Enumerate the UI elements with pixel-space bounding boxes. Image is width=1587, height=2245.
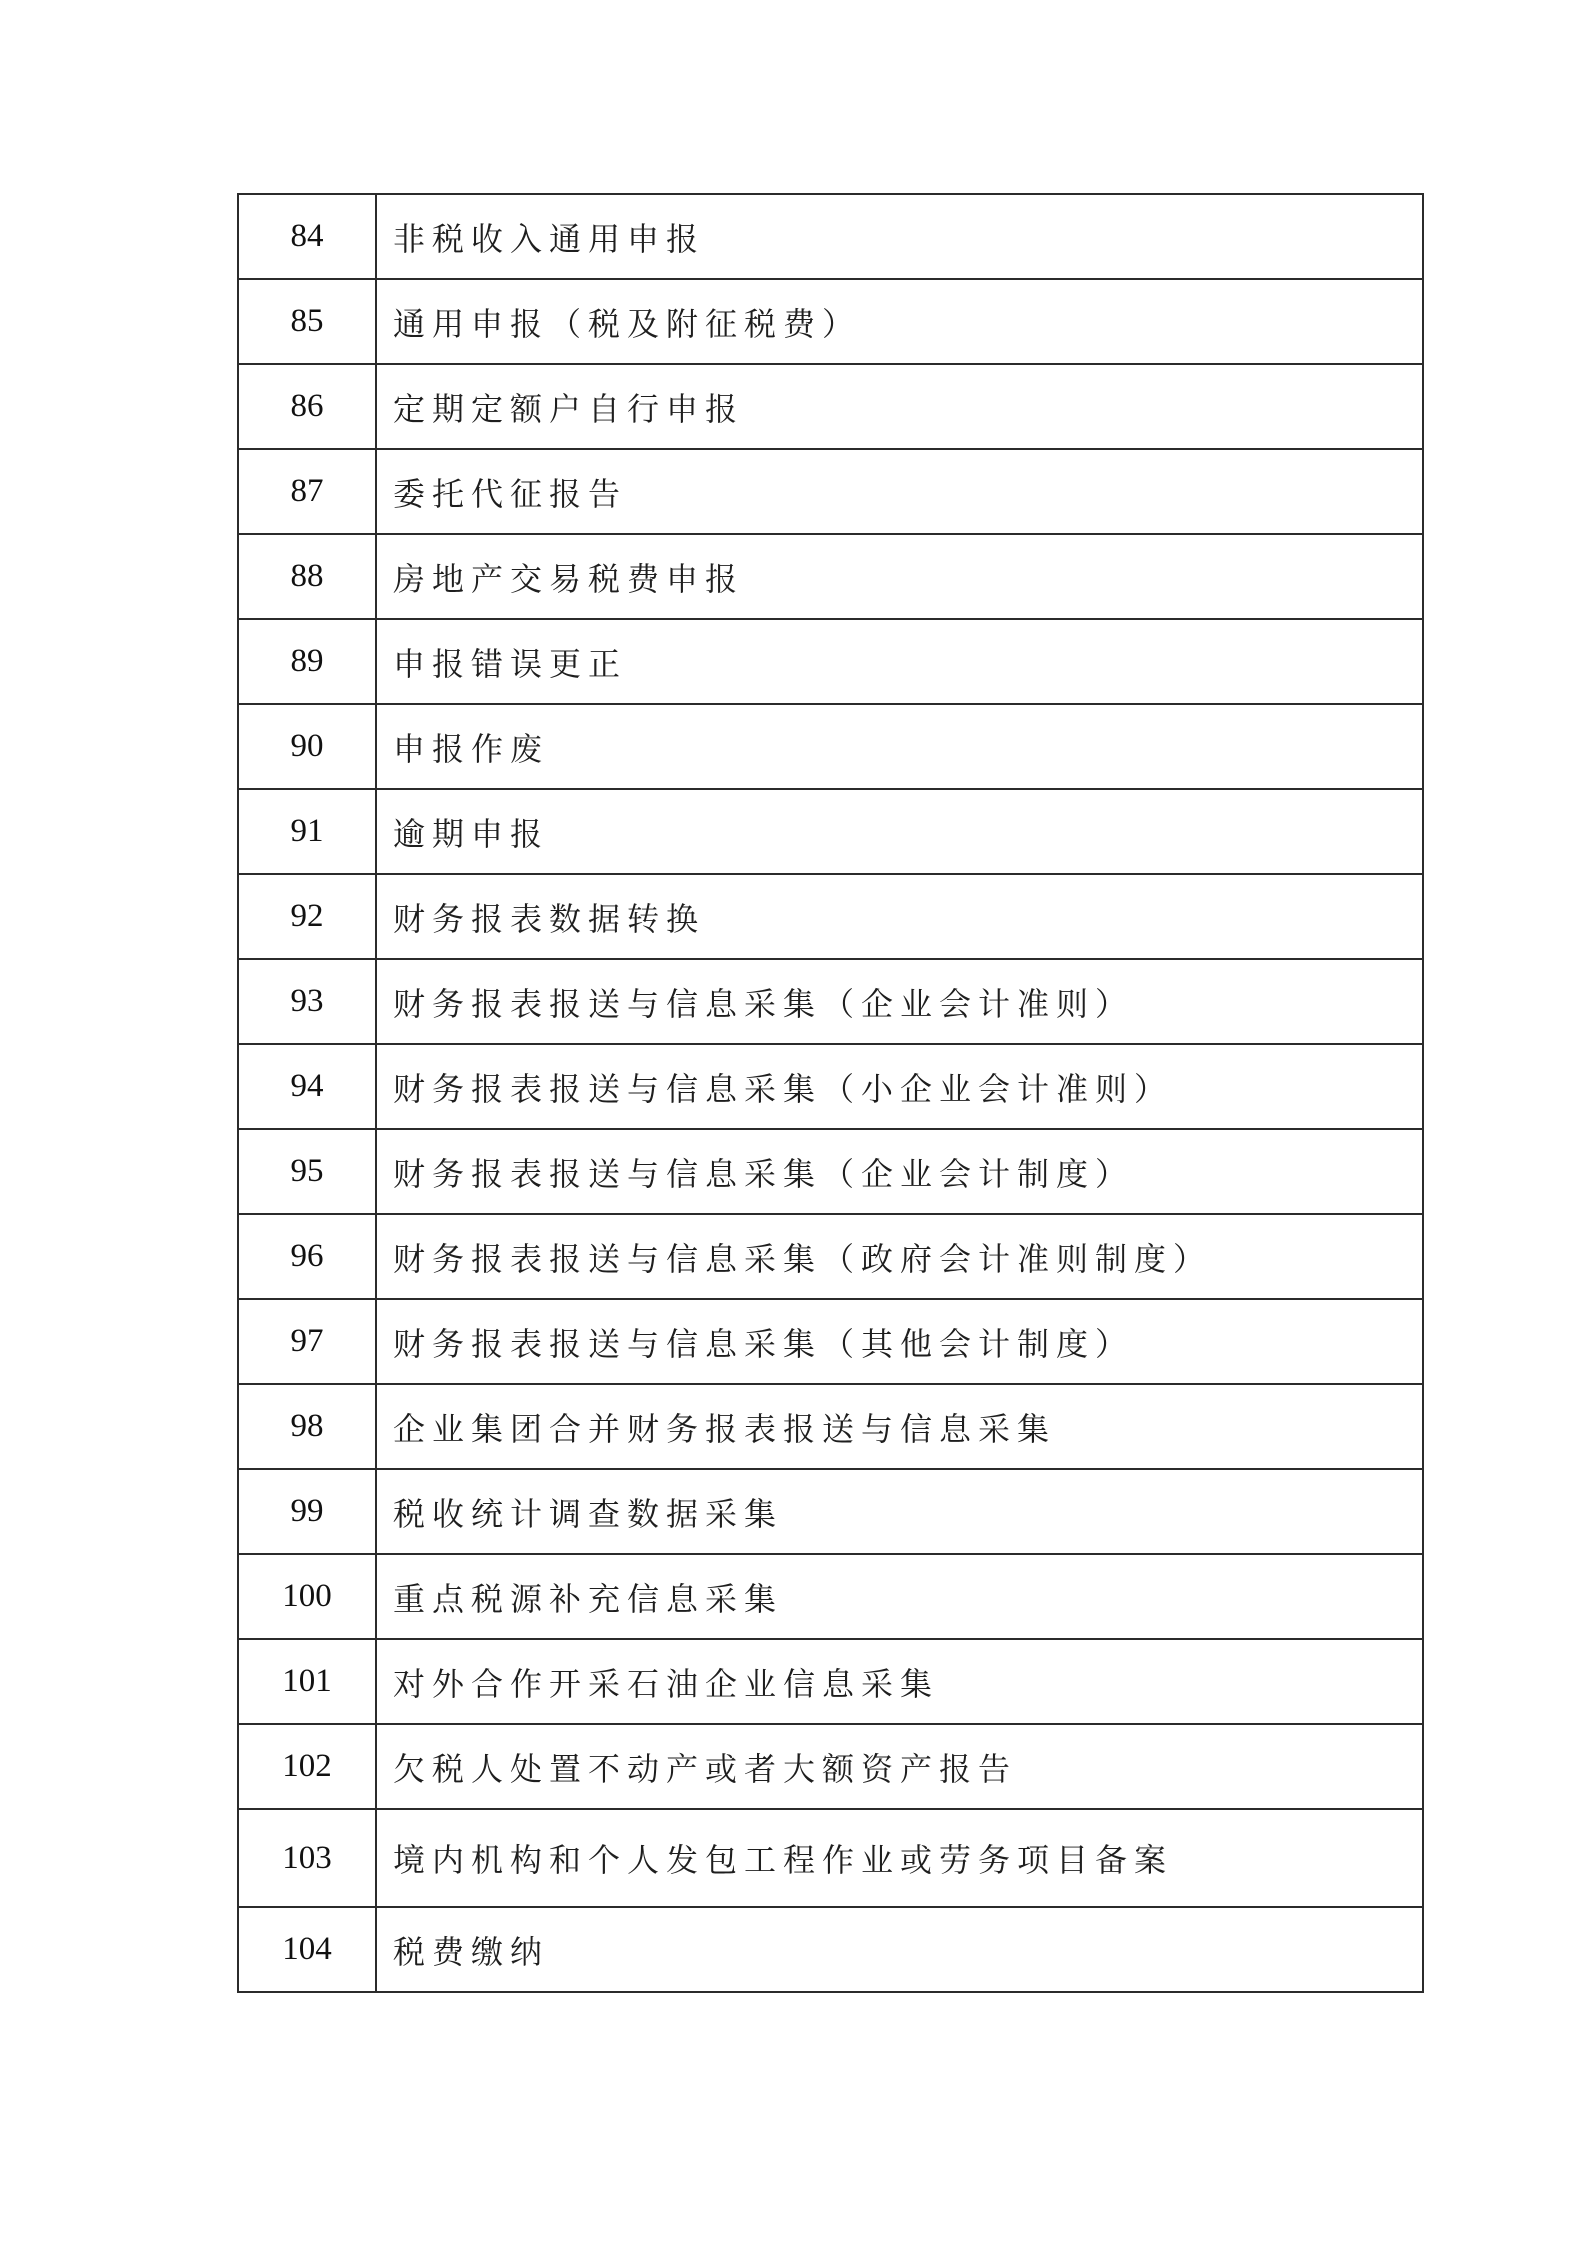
table-row xyxy=(238,1809,1423,1907)
table-row xyxy=(238,1639,1423,1724)
table-row xyxy=(238,449,1423,534)
item-name: 财务报表报送与信息采集（企业会计制度） xyxy=(376,1129,1423,1214)
table-row xyxy=(238,1299,1423,1384)
row-number: 94 xyxy=(238,1044,376,1129)
item-name: 申报作废 xyxy=(376,704,1423,789)
table-row xyxy=(238,874,1423,959)
item-name: 境内机构和个人发包工程作业或劳务项目备案 xyxy=(376,1809,1423,1907)
item-name: 企业集团合并财务报表报送与信息采集 xyxy=(376,1384,1423,1469)
item-name: 重点税源补充信息采集 xyxy=(376,1554,1423,1639)
table-row xyxy=(238,279,1423,364)
table-row xyxy=(238,364,1423,449)
item-name: 税收统计调查数据采集 xyxy=(376,1469,1423,1554)
row-number: 97 xyxy=(238,1299,376,1384)
item-name: 财务报表数据转换 xyxy=(376,874,1423,959)
row-number: 100 xyxy=(238,1554,376,1639)
row-number: 98 xyxy=(238,1384,376,1469)
row-number: 96 xyxy=(238,1214,376,1299)
item-name: 财务报表报送与信息采集（其他会计制度） xyxy=(376,1299,1423,1384)
item-name: 财务报表报送与信息采集（小企业会计准则） xyxy=(376,1044,1423,1129)
table-row xyxy=(238,194,1423,279)
item-name: 委托代征报告 xyxy=(376,449,1423,534)
row-number: 99 xyxy=(238,1469,376,1554)
item-name: 定期定额户自行申报 xyxy=(376,364,1423,449)
table-row xyxy=(238,534,1423,619)
item-name: 财务报表报送与信息采集（政府会计准则制度） xyxy=(376,1214,1423,1299)
item-name: 对外合作开采石油企业信息采集 xyxy=(376,1639,1423,1724)
item-name: 欠税人处置不动产或者大额资产报告 xyxy=(376,1724,1423,1809)
table-body xyxy=(238,194,1423,1992)
row-number: 104 xyxy=(238,1907,376,1992)
table-row xyxy=(238,1469,1423,1554)
table-row xyxy=(238,619,1423,704)
table-row xyxy=(238,789,1423,874)
table-row xyxy=(238,1907,1423,1992)
row-number: 85 xyxy=(238,279,376,364)
table-row xyxy=(238,1724,1423,1809)
table-row xyxy=(238,704,1423,789)
row-number: 87 xyxy=(238,449,376,534)
row-number: 103 xyxy=(238,1809,376,1907)
item-name: 申报错误更正 xyxy=(376,619,1423,704)
table-row xyxy=(238,1214,1423,1299)
item-name: 逾期申报 xyxy=(376,789,1423,874)
row-number: 86 xyxy=(238,364,376,449)
table-row xyxy=(238,1384,1423,1469)
table-row xyxy=(238,1129,1423,1214)
table-row xyxy=(238,959,1423,1044)
item-name: 房地产交易税费申报 xyxy=(376,534,1423,619)
row-number: 91 xyxy=(238,789,376,874)
row-number: 101 xyxy=(238,1639,376,1724)
row-number: 95 xyxy=(238,1129,376,1214)
item-name: 通用申报（税及附征税费） xyxy=(376,279,1423,364)
item-name: 财务报表报送与信息采集（企业会计准则） xyxy=(376,959,1423,1044)
item-name: 税费缴纳 xyxy=(376,1907,1423,1992)
row-number: 92 xyxy=(238,874,376,959)
row-number: 102 xyxy=(238,1724,376,1809)
row-number: 88 xyxy=(238,534,376,619)
row-number: 84 xyxy=(238,194,376,279)
service-items-table xyxy=(237,193,1424,1993)
row-number: 89 xyxy=(238,619,376,704)
table-row xyxy=(238,1554,1423,1639)
table-row xyxy=(238,1044,1423,1129)
item-name: 非税收入通用申报 xyxy=(376,194,1423,279)
row-number: 90 xyxy=(238,704,376,789)
row-number: 93 xyxy=(238,959,376,1044)
